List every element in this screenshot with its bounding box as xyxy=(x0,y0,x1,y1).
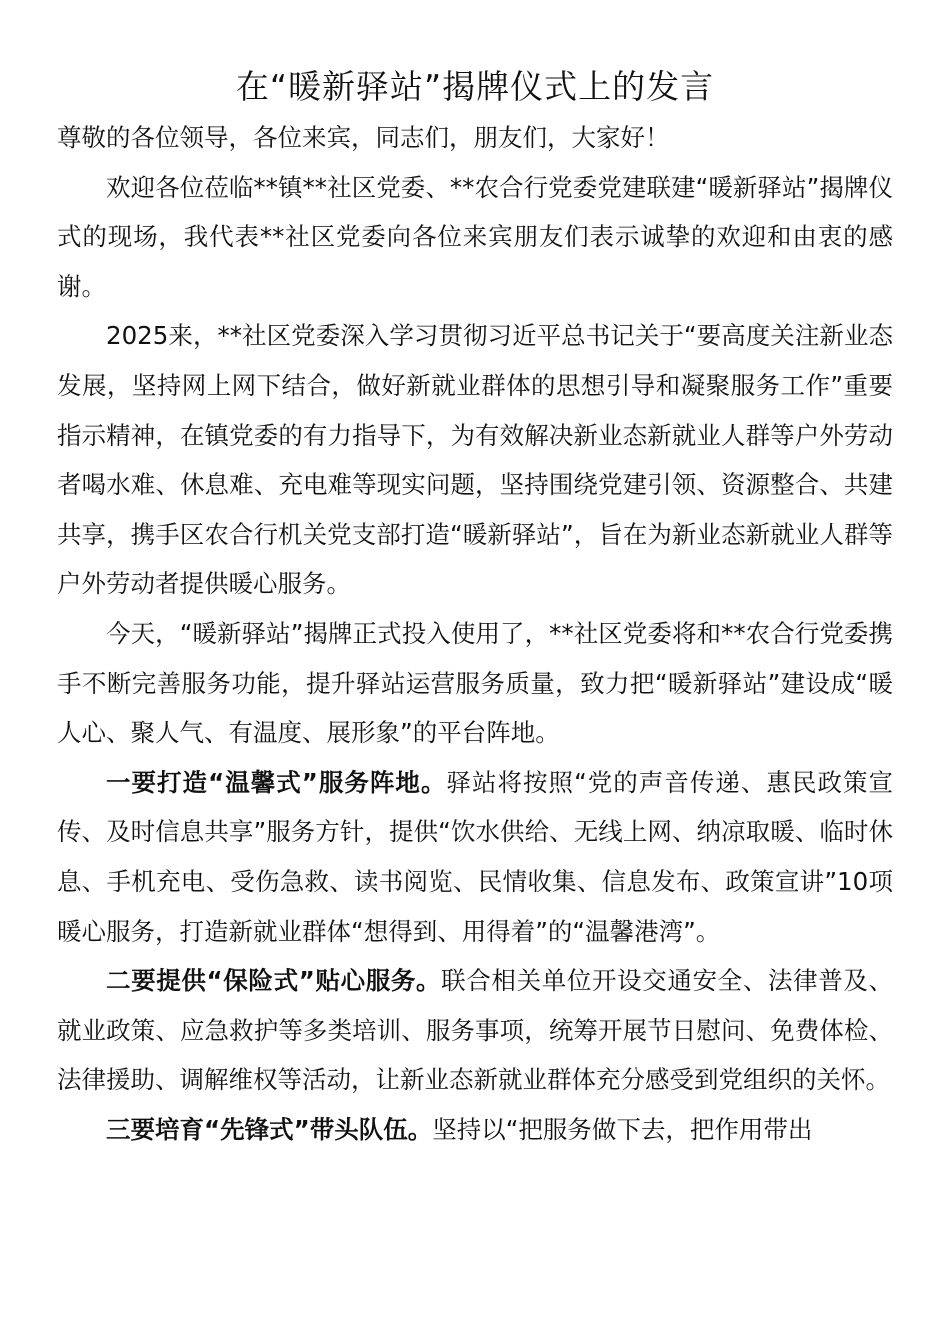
paragraph-lead: 二要提供“保险式”贴心服务。 xyxy=(106,966,442,996)
paragraph-text: 联合相关单位开设交通安全、法律普及、就业政策、应急救护等多类培训、服务事项，统筹开展节日慰问、免费体检、法律援助、调解维权等活动，让新业态新就业群体充分感受到党组织的关怀。 xyxy=(57,966,894,1095)
paragraph-text: 2025来，**社区党委深入学习贯彻习近平总书记关于“要高度关注新业态发展，坚持网上网下结合，做好新就业群体的思想引导和凝聚服务工作”重要指示精神，在镇党委的有力指导下，为有效解决新业态新就业人群等户外劳动者喝水难、休息难、充电难等现实问题，坚持围绕党建引领、资源整合、共建共享，携手区农合行机关党支部打造“暖新驿站”，旨在为新业态新就业人群等户外劳动者提供暖心服务。 xyxy=(57,321,893,599)
paragraph-text: 驿站将按照“党的声音传递、惠民政策宣传、及时信息共享”服务方针，提供“饮水供给、无线上网、纳凉取暖、临时休息、手机充电、受伤急救、读书阅览、民情收集、信息发布、政策宣讲”10项暖心服务，打造新就业群体“想得到、用得着”的“温馨港湾”。 xyxy=(57,767,894,946)
document-title: 在“暖新驿站”揭牌仪式上的发言 xyxy=(235,67,715,106)
greeting: 尊敬的各位领导，各位来宾，同志们，朋友们，大家好！ xyxy=(57,123,670,152)
paragraph-text: 欢迎各位莅临**镇**社区党委、**农合行党委党建联建“暖新驿站”揭牌仪式的现场，我代表**社区党委向各位来宾朋友们表示诚挚的欢迎和由衷的感谢。 xyxy=(57,172,893,301)
paragraph-point-one xyxy=(57,758,893,956)
paragraph-text: 今天，“暖新驿站”揭牌正式投入使用了，**社区党委将和**农合行党委携手不断完善服务功能，提升驿站运营服务质量，致力把“暖新驿站”建设成“暖人心、聚人气、有温度、展形象”的平台阵地。 xyxy=(57,618,893,748)
paragraph-welcome xyxy=(57,163,893,312)
paragraph-lead: 一要打造“温馨式”服务阵地。 xyxy=(106,767,447,797)
paragraph-lead: 三要培育“先锋式”带头队伍。 xyxy=(106,1114,433,1144)
paragraph-point-two xyxy=(57,956,893,1105)
paragraph-today xyxy=(57,609,893,758)
paragraph-background xyxy=(57,311,893,609)
paragraph-text: 坚持以“把服务做下去，把作用带出 xyxy=(432,1114,813,1144)
paragraph-point-three xyxy=(57,1105,893,1155)
document-body xyxy=(57,113,893,1154)
